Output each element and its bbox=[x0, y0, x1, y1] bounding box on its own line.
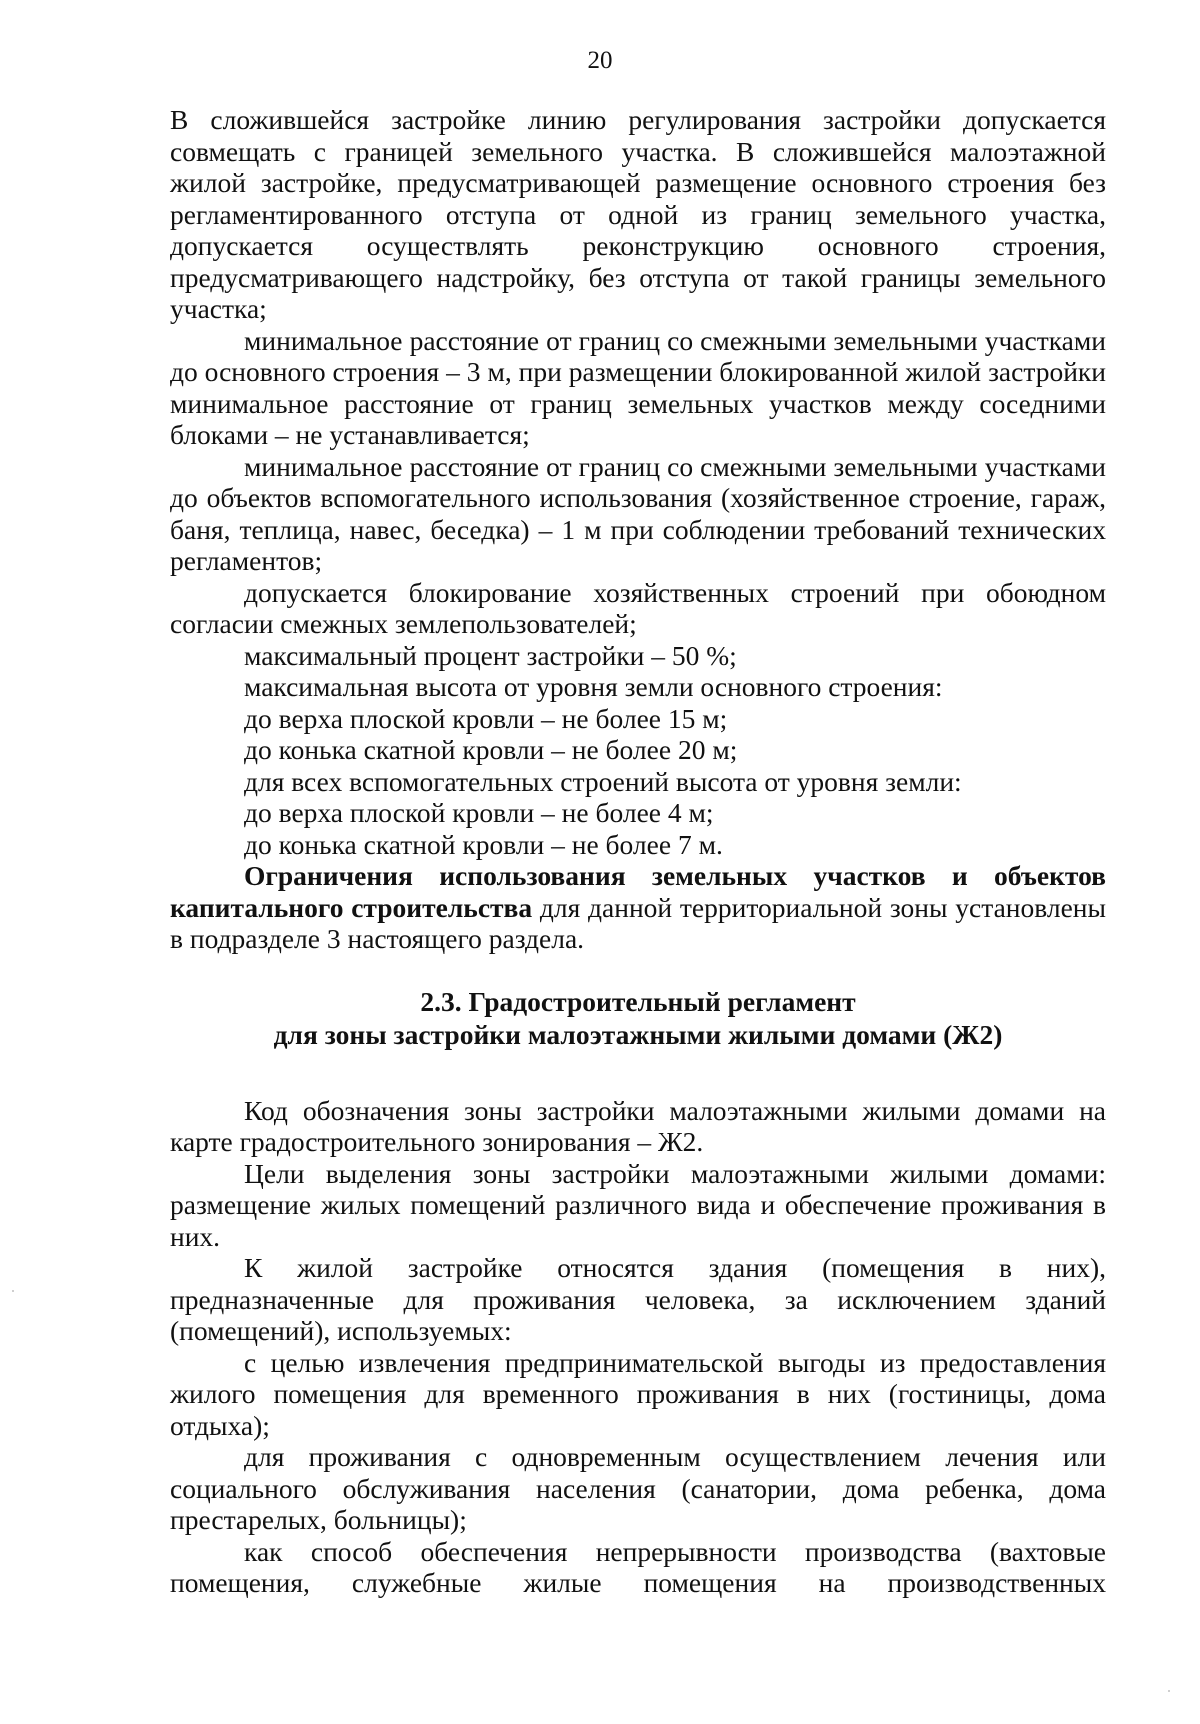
section-heading-line-2: для зоны застройки малоэтажными жилыми домами (Ж2) bbox=[273, 1018, 1003, 1050]
scan-speck bbox=[12, 1290, 14, 1292]
paragraph-15: К жилой застройке относятся здания (помещения в них), предназначенные для проживания человека, за исключением зданий (помещений), используемых: bbox=[170, 1252, 1106, 1346]
restrictions-bold-text: Ограничения использования земельных участков и объектов капитального строительства bbox=[170, 860, 1106, 923]
paragraph-16: с целью извлечения предпринимательской выгоды из предоставления жилого помещения для временного проживания в них (гостиницы, дома отдыха); bbox=[170, 1346, 1106, 1441]
paragraph-3: минимальное расстояние от границ со смежными земельными участками до объектов вспомогательного использования (хозяйственное строение, гараж, баня, теплица, навес, беседка) – 1 м при соблюдении требований технических регламентов; bbox=[170, 450, 1106, 576]
paragraph-13: Код обозначения зоны застройки малоэтажными жилыми домами на карте градостроительного зонирования – Ж2. bbox=[170, 1094, 1106, 1157]
paragraph-1: В сложившейся застройке линию регулирования застройки допускается совмещать с границей земельного участка. В сложившейся малоэтажной жилой застройке, предусматривающей размещение основного строения без регламентированного отступа от одной из границ земельного участка, допускается осуществлять реконструкцию основного строения, предусматривающего надстройку, без отступа от такой границы земельного участка; bbox=[170, 104, 1106, 324]
paragraph-11: до конька скатной кровли – не более 7 м. bbox=[244, 828, 723, 860]
scan-speck bbox=[1168, 1690, 1170, 1692]
paragraph-5: максимальный процент застройки – 50 %; bbox=[244, 639, 737, 671]
paragraph-18: как способ обеспечения непрерывности производства (вахтовые помещения, служебные жилые помещения на производственных bbox=[170, 1535, 1106, 1598]
paragraph-10: до верха плоской кровли – не более 4 м; bbox=[244, 797, 714, 828]
paragraph-7: до верха плоской кровли – не более 15 м; bbox=[244, 702, 728, 734]
paragraph-6: максимальная высота от уровня земли основного строения: bbox=[244, 671, 943, 702]
paragraph-2: минимальное расстояние от границ со смежными земельными участками до основного строения – 3 м, при размещении блокированной жилой застройки минимальное расстояние от границ земельных участков между соседними блоками – не устанавливается; bbox=[170, 324, 1106, 450]
page-number: 20 bbox=[587, 47, 613, 74]
document-body bbox=[170, 104, 1106, 1599]
section-heading-line-1: 2.3. Градостроительный регламент bbox=[420, 985, 856, 1017]
paragraph-14: Цели выделения зоны застройки малоэтажными жилыми домами: размещение жилых помещений различного вида и обеспечение проживания в них. bbox=[170, 1157, 1106, 1252]
paragraph-17: для проживания с одновременным осуществлением лечения или социального обслуживания населения (санатории, дома ребенка, дома престарелых, больницы); bbox=[170, 1441, 1106, 1535]
paragraph-12 bbox=[170, 860, 1106, 955]
section-heading bbox=[170, 985, 1106, 1051]
paragraph-8: до конька скатной кровли – не более 20 м; bbox=[244, 734, 738, 765]
paragraph-4: допускается блокирование хозяйственных строений при обоюдном согласии смежных землепользователей; bbox=[170, 576, 1106, 639]
paragraph-9: для всех вспомогательных строений высота от уровня земли: bbox=[244, 765, 962, 797]
restrictions-text: для данной территориальной зоны установлены в подразделе 3 настоящего раздела. bbox=[170, 891, 1106, 954]
